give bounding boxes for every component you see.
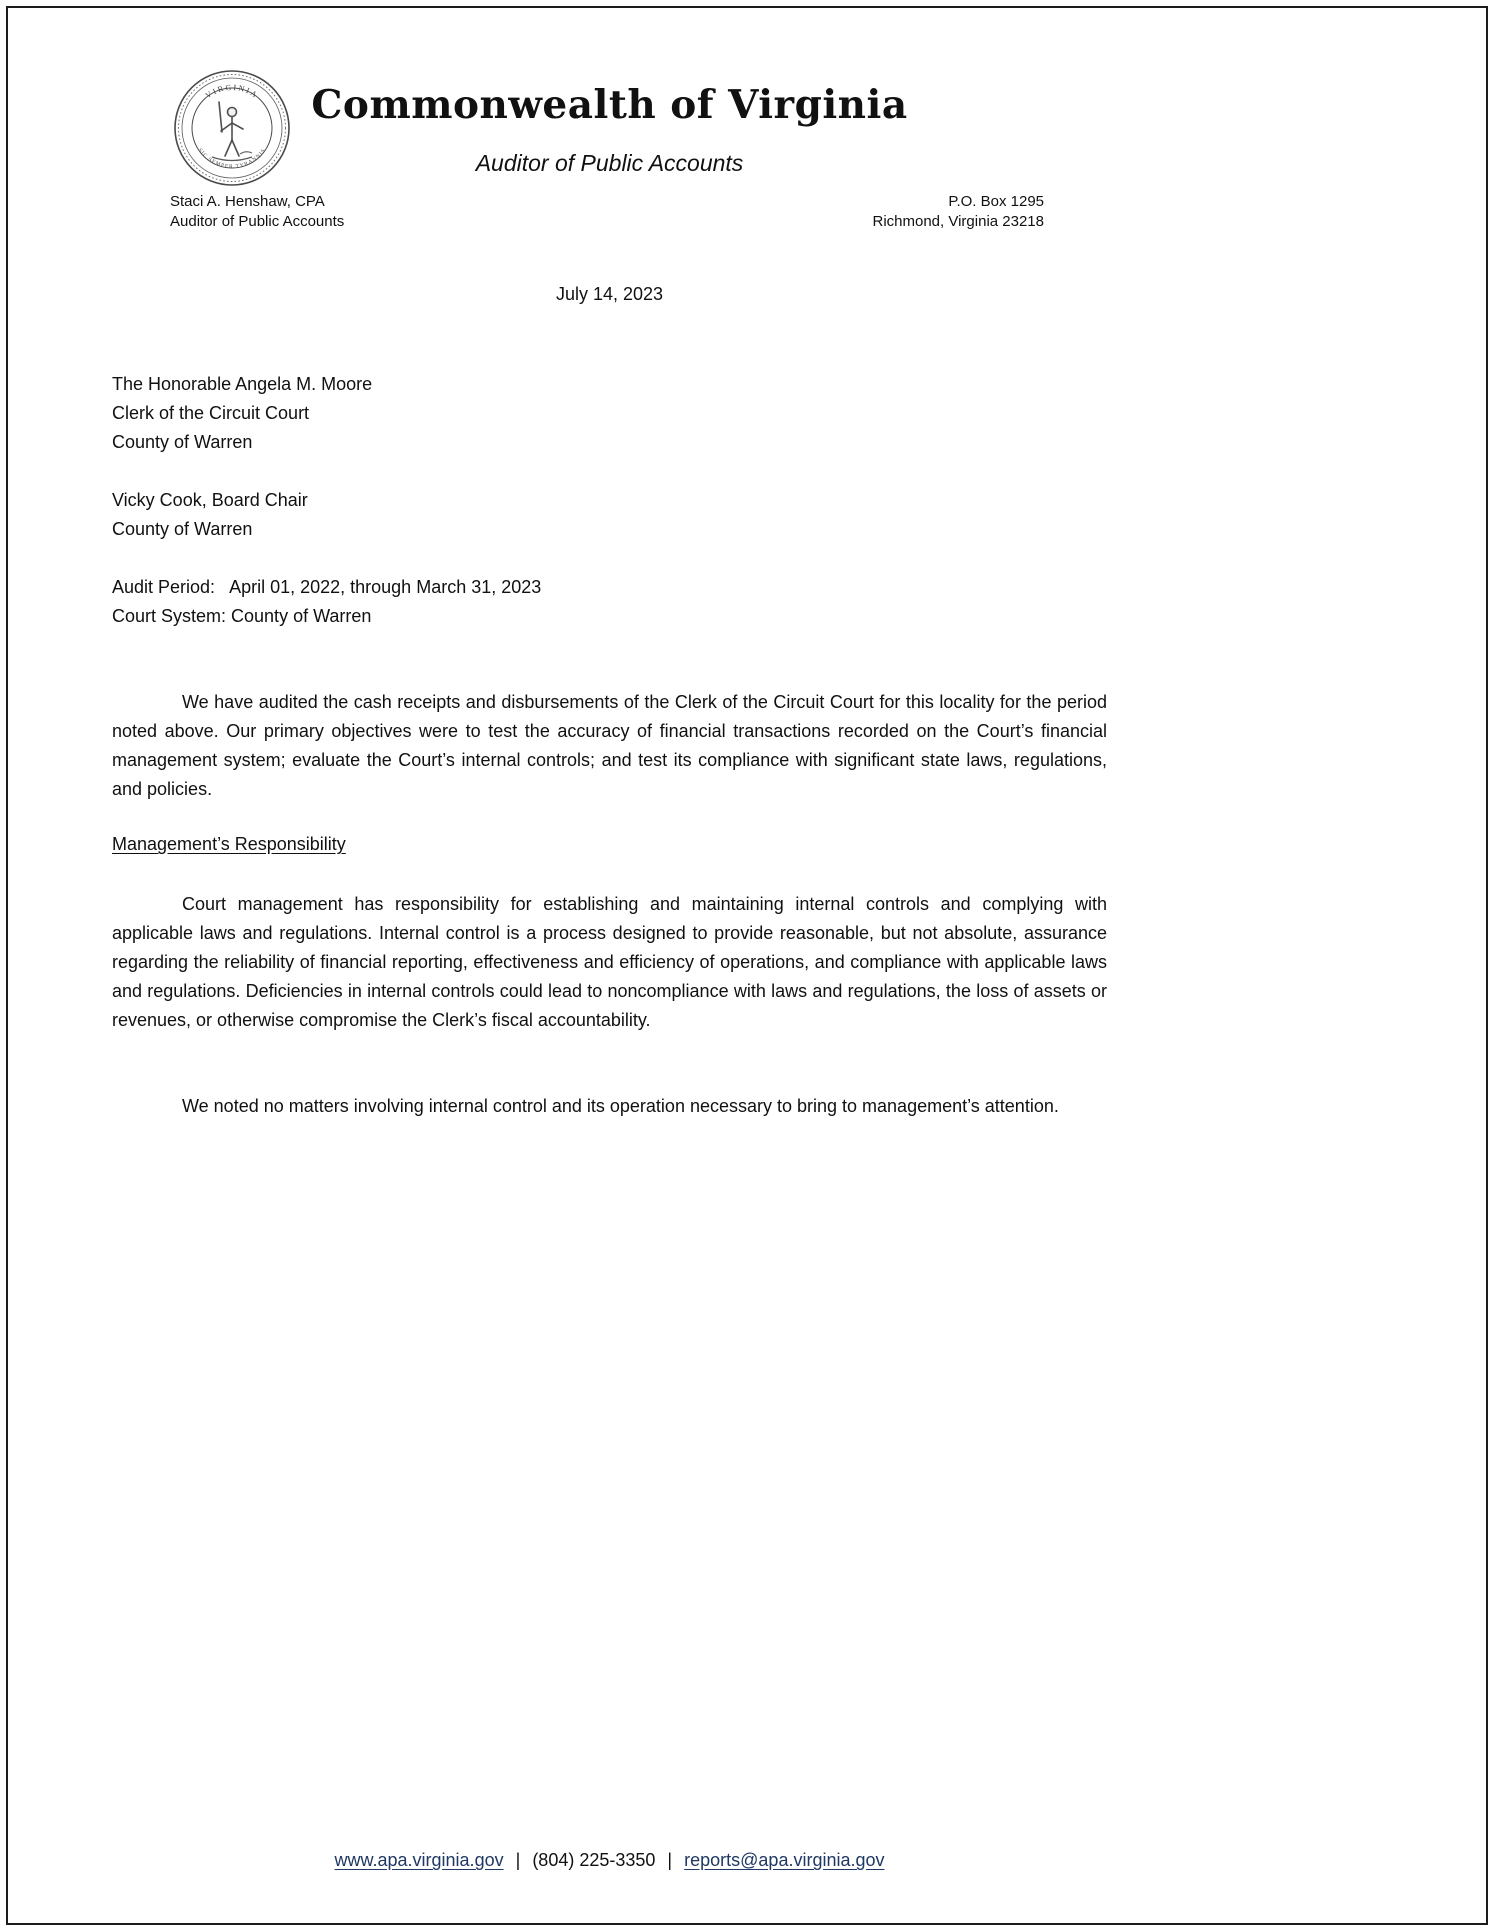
letter-page [6, 6, 1488, 1925]
paragraph-no-matters-noted: We noted no matters involving internal control and its operation necessary to bring to management’s attention. [182, 1096, 1059, 1116]
letter-date: July 14, 2023 [555, 284, 664, 304]
svg-text:VIRGINIA: VIRGINIA [203, 82, 261, 101]
recipient-name: Vicky Cook, Board Chair [112, 490, 308, 510]
auditor-title: Auditor of Public Accounts [170, 213, 345, 230]
office-po-box: P.O. Box 1295 [948, 193, 1044, 210]
auditor-name: Staci A. Henshaw, CPA [170, 193, 325, 210]
footer-email-link[interactable]: reports@apa.virginia.gov [684, 1850, 885, 1870]
audit-period-line: Audit Period: April 01, 2022, through March 31, 2023 [112, 577, 542, 597]
office-city-state-zip: Richmond, Virginia 23218 [872, 213, 1044, 230]
audit-info-block [112, 573, 1107, 631]
paragraph-audit-scope: We have audited the cash receipts and disbursements of the Clerk of the Circuit Court for this locality for the period noted above. Our primary objectives were to test the accuracy of financial transactions recorded on the Court’s financial management system; evaluate the Court’s internal controls; and test its compliance with significant state laws, regulations, and policies. [112, 692, 1107, 799]
footer-separator-2: | [667, 1850, 673, 1870]
paragraph-management-responsibility: Court management has responsibility for establishing and maintaining internal controls and complying with applicable laws and regulations. Internal control is a process designed to provide reasonable, but not absolute, assurance regarding the reliability of financial reporting, effectiveness and efficiency of operations, and compliance with applicable laws and regulations. Deficiencies in internal controls could lead to noncompliance with laws and regulations, the loss of assets or revenues, or otherwise compromise the Clerk’s fiscal accountability. [112, 894, 1107, 1030]
office-address-block [112, 192, 1044, 232]
footer-website-link[interactable]: www.apa.virginia.gov [334, 1850, 504, 1870]
court-system-line: Court System: County of Warren [112, 606, 372, 626]
recipient-board-chair [112, 486, 1107, 544]
recipient-locality: County of Warren [112, 432, 253, 452]
letterhead-title: Commonwealth of Virginia [311, 82, 908, 128]
letterhead-subtitle: Auditor of Public Accounts [475, 150, 744, 176]
recipient-locality: County of Warren [112, 519, 253, 539]
section-heading-managements-responsibility [112, 834, 346, 855]
recipient-name: The Honorable Angela M. Moore [112, 374, 373, 394]
footer-contact-line [112, 1850, 1107, 1871]
footer-phone: (804) 225-3350 [532, 1850, 656, 1870]
svg-text:SIC SEMPER TYRANNIS: SIC SEMPER TYRANNIS [196, 147, 268, 171]
recipient-clerk [112, 370, 1107, 457]
recipient-title: Clerk of the Circuit Court [112, 403, 310, 423]
section-heading-text: Management’s Responsibility [112, 834, 346, 854]
recipient-block [112, 370, 1107, 631]
footer-separator-1: | [515, 1850, 521, 1870]
